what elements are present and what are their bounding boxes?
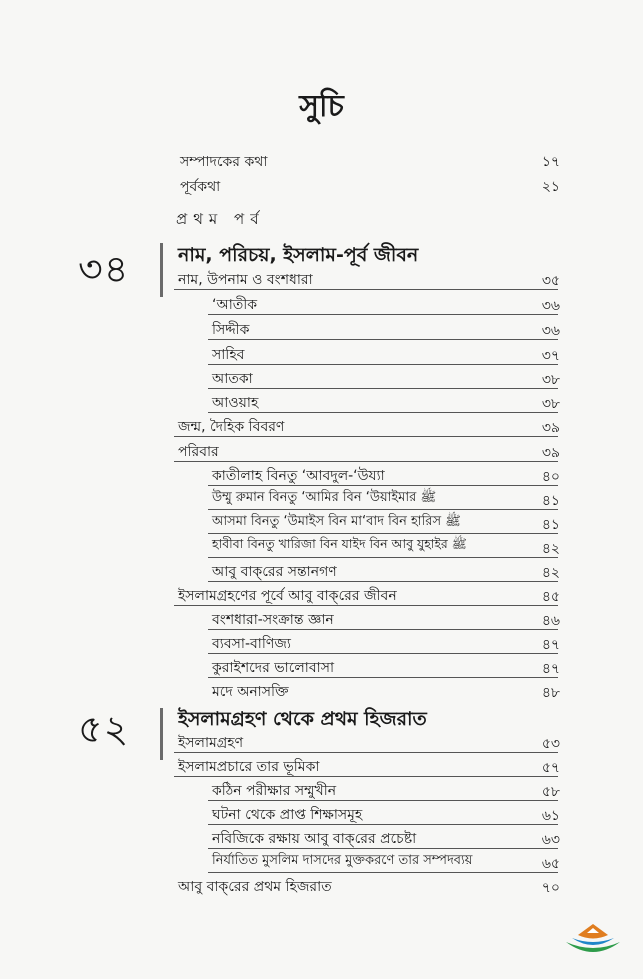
entry-title: জন্ম, দৈহিক বিবরণ: [178, 419, 285, 435]
entry-title: সম্পাদকের কথা: [180, 154, 268, 170]
toc-entry[interactable]: [180, 150, 500, 172]
chapter-title: নাম, পরিচয়, ইসলাম-পূর্ব জীবন: [178, 244, 419, 266]
toc-subentry[interactable]: [212, 464, 558, 486]
toc-entry[interactable]: [180, 175, 500, 197]
toc-subentry[interactable]: [212, 608, 558, 630]
entry-page: ৩৮: [541, 372, 560, 388]
part-label: প্রথম পর্ব: [176, 210, 265, 228]
chapter-divider: [160, 708, 163, 760]
entry-underline: [174, 436, 558, 437]
entry-underline: [208, 485, 558, 486]
toc-subentry[interactable]: [212, 632, 558, 654]
entry-page: ৪৮: [541, 685, 560, 701]
entry-page: ৪০: [541, 469, 560, 485]
toc-entry[interactable]: [178, 268, 558, 290]
entry-underline: [208, 533, 558, 534]
entry-title: আসমা বিনতু ‘উমাইস বিন মা‘বাদ বিন হারিস ﷺ: [212, 514, 461, 529]
toc-entry[interactable]: [178, 755, 558, 777]
entry-page: ৬৩: [541, 832, 560, 848]
entry-underline: [208, 339, 558, 340]
entry-page: ৭০: [541, 880, 560, 896]
toc-subentry[interactable]: [212, 512, 558, 534]
entry-underline: [208, 677, 558, 678]
toc-subentry[interactable]: [212, 343, 558, 365]
toc-subentry[interactable]: [212, 803, 558, 825]
toc-entry[interactable]: [178, 875, 558, 897]
entry-page: ৪৬: [541, 613, 560, 629]
entry-page: ৪৫: [541, 589, 560, 605]
entry-page: ৪৭: [541, 637, 560, 653]
entry-underline: [208, 509, 558, 510]
entry-title: ব্যবসা-বাণিজ্য: [212, 636, 291, 652]
entry-underline: [208, 364, 558, 365]
toc-subentry[interactable]: [212, 827, 558, 849]
entry-page: ৬৫: [541, 856, 560, 872]
entry-page: ৫৩: [541, 736, 560, 752]
entry-page: ৪১: [541, 493, 560, 509]
entry-underline: [174, 776, 558, 777]
chapter-number: ৫২: [78, 707, 130, 751]
entry-title: বংশধারা-সংক্রান্ত জ্ঞান: [212, 612, 334, 628]
entry-title: ‘আতীক: [212, 297, 258, 313]
entry-page: ৩৬: [541, 298, 560, 314]
entry-page: ৪২: [541, 541, 560, 557]
toc-subentry[interactable]: [212, 293, 558, 315]
chapter-title: ইসলামগ্রহণ থেকে প্রথম হিজরাত: [178, 708, 427, 730]
page-title: সুচি: [299, 89, 344, 124]
entry-page: ৫৭: [541, 760, 560, 776]
entry-title: কুরাইশদের ভালোবাসা: [212, 660, 335, 676]
entry-title: হাবীবা বিনতু খারিজা বিন যাইদ বিন আবু যুহাইর ﷺ: [212, 536, 467, 551]
toc-subentry[interactable]: [212, 779, 558, 801]
toc-entry[interactable]: [178, 415, 558, 437]
entry-title: নির্যাতিত মুসলিম দাসদের মুক্তকরণে তার সম্পদব্যয়: [212, 853, 473, 868]
entry-underline: [208, 581, 558, 582]
entry-title: আতকা: [212, 371, 253, 387]
entry-title: সিদ্দীক: [212, 322, 250, 338]
entry-title: সাহিব: [212, 347, 245, 363]
entry-title: ইসলামপ্রচারে তার ভূমিকা: [178, 759, 320, 775]
entry-title: ইসলামগ্রহণ: [178, 735, 244, 751]
entry-underline: [208, 824, 558, 825]
entry-title: কঠিন পরীক্ষার সম্মুখীন: [212, 783, 337, 799]
entry-page: ৩৯: [541, 420, 560, 436]
toc-subentry[interactable]: [212, 488, 558, 510]
entry-title: আবু বাক্‌রের সন্তানগণ: [212, 564, 337, 580]
toc-subentry[interactable]: [212, 318, 558, 340]
entry-underline: [208, 800, 558, 801]
entry-page: ১৭: [541, 154, 560, 170]
entry-underline: [208, 388, 558, 389]
toc-subentry[interactable]: [212, 851, 558, 873]
entry-title: নাম, উপনাম ও বংশধারা: [178, 272, 313, 288]
entry-title: নবিজিকে রক্ষায় আবু বাক্‌রের প্রচেষ্টা: [212, 831, 417, 847]
entry-underline: [208, 653, 558, 654]
entry-underline: [174, 461, 558, 462]
entry-page: ৬১: [541, 808, 560, 824]
entry-title: উম্মু রুমান বিনতু ‘আমির বিন ‘উয়াইমার ﷺ: [212, 490, 437, 505]
entry-underline: [174, 289, 558, 290]
entry-underline: [208, 872, 558, 873]
entry-title: কাতীলাহ বিনতু ‘আবদুল-‘উয্যা: [212, 468, 385, 484]
entry-underline: [208, 848, 558, 849]
entry-underline: [174, 752, 558, 753]
entry-page: ২১: [541, 179, 560, 195]
chapter-divider: [160, 243, 163, 297]
entry-title: ঘটনা থেকে প্রাপ্ত শিক্ষাসমূহ: [212, 807, 363, 823]
entry-underline: [208, 557, 558, 558]
publisher-logo-icon: [558, 918, 628, 962]
entry-underline: [208, 314, 558, 315]
entry-page: ৫৮: [541, 784, 560, 800]
toc-entry[interactable]: [178, 440, 558, 462]
entry-title: পূর্বকথা: [180, 179, 221, 195]
toc-subentry[interactable]: [212, 536, 558, 558]
toc-entry[interactable]: [178, 731, 558, 753]
entry-page: ৩৭: [541, 348, 560, 364]
toc-entry[interactable]: [178, 584, 558, 606]
entry-title: পরিবার: [178, 444, 219, 460]
entry-page: ৪১: [541, 517, 560, 533]
entry-page: ৩৬: [541, 323, 560, 339]
entry-title: মদে অনাসক্তি: [212, 684, 289, 700]
entry-title: আওয়াহ: [212, 395, 259, 411]
entry-title: আবু বাক্‌রের প্রথম হিজরাত: [178, 879, 332, 895]
entry-underline: [208, 412, 558, 413]
entry-title: ইসলামগ্রহণের পূর্বে আবু বাক্‌রের জীবন: [178, 588, 397, 604]
entry-page: ৪২: [541, 565, 560, 581]
entry-page: ৪৭: [541, 661, 560, 677]
entry-page: ৩৯: [541, 445, 560, 461]
toc-subentry[interactable]: [212, 391, 558, 413]
toc-subentry[interactable]: [212, 656, 558, 678]
entry-page: ৩৮: [541, 396, 560, 412]
entry-page: ৩৫: [541, 273, 560, 289]
toc-subentry[interactable]: [212, 367, 558, 389]
entry-underline: [208, 629, 558, 630]
toc-subentry[interactable]: [212, 680, 558, 702]
entry-underline: [174, 605, 558, 606]
chapter-number: ৩৪: [78, 247, 130, 291]
toc-subentry[interactable]: [212, 560, 558, 582]
